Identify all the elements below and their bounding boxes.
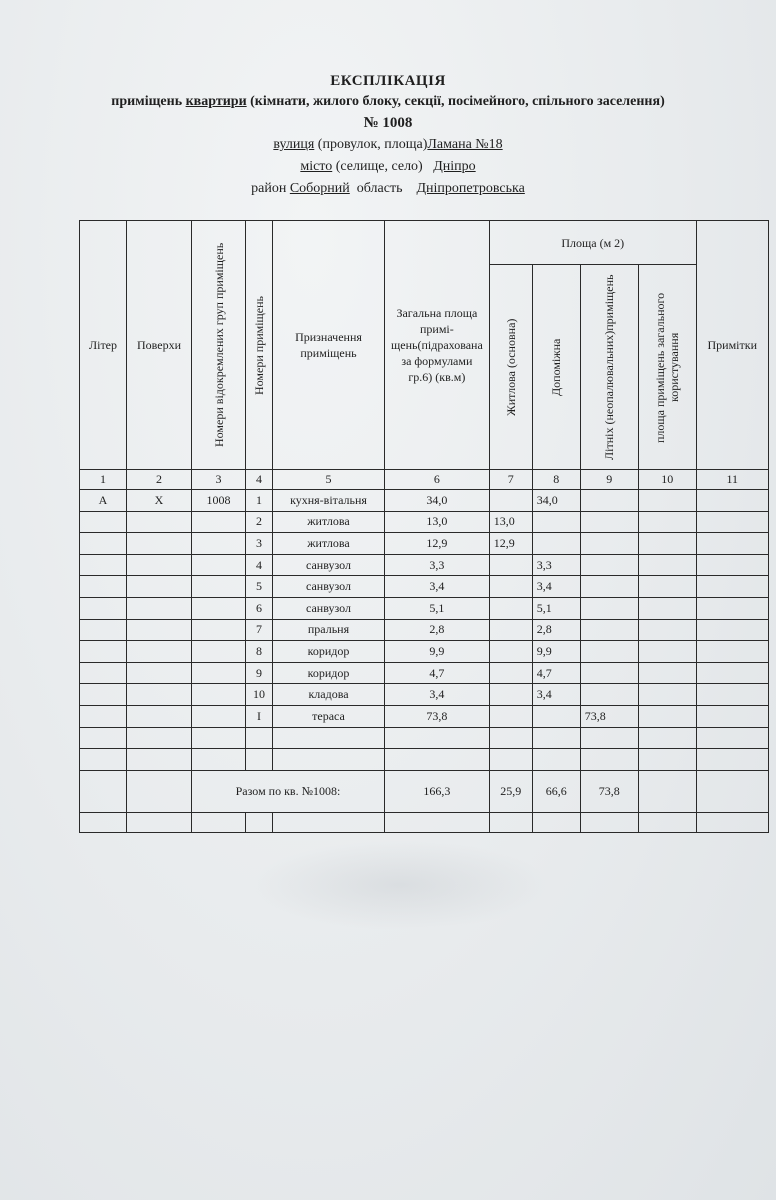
cell-common-area [638, 662, 696, 684]
total-label: Разом по кв. №1008: [192, 770, 385, 812]
cell-liter [80, 705, 127, 727]
cell-purpose: коридор [273, 662, 385, 684]
column-number-3: 3 [192, 470, 246, 490]
cell-aux-area [532, 705, 580, 727]
cell-floors [127, 684, 192, 706]
table-row [80, 749, 769, 771]
apartment-number: № 1008 [363, 115, 413, 131]
trailing-empty-row [80, 812, 769, 832]
cell-summer-area [580, 554, 638, 576]
cell-notes [696, 641, 768, 663]
cell-group [192, 749, 246, 771]
header-common [638, 265, 696, 470]
column-number-10: 10 [638, 470, 696, 490]
street-label-b: (провулок, площа) [317, 137, 428, 152]
total-summer: 73,8 [580, 770, 638, 812]
cell-total-area: 3,4 [385, 684, 490, 706]
cell-common-area [638, 727, 696, 749]
cell-floors [127, 533, 192, 555]
cell-group [192, 727, 246, 749]
cell-liter [80, 641, 127, 663]
cell-notes [696, 511, 768, 533]
cell-total-area: 73,8 [385, 705, 490, 727]
empty-cell [127, 812, 192, 832]
cell-common-area [638, 684, 696, 706]
table-row [80, 619, 769, 641]
cell-aux-area: 2,8 [532, 619, 580, 641]
column-number-6: 6 [385, 470, 490, 490]
cell-purpose: санвузол [273, 554, 385, 576]
city-label-b: (селище, село) [335, 159, 423, 174]
cell-room-no: 4 [246, 554, 273, 576]
cell-aux-area [532, 511, 580, 533]
cell-group [192, 662, 246, 684]
cell-liter [80, 597, 127, 619]
cell-total-area: 12,9 [385, 533, 490, 555]
header-floors: Поверхи [127, 221, 192, 470]
cell-room-no: 6 [246, 597, 273, 619]
cell-total-area [385, 727, 490, 749]
table-row [80, 511, 769, 533]
street-line [0, 137, 776, 153]
table-row [80, 727, 769, 749]
cell-room-no [246, 749, 273, 771]
city-line [0, 159, 776, 175]
cell-living-area: 13,0 [489, 511, 532, 533]
cell-group [192, 641, 246, 663]
cell-liter [80, 554, 127, 576]
document-title: ЕКСПЛІКАЦІЯ [330, 73, 446, 89]
column-number-4: 4 [246, 470, 273, 490]
cell-summer-area [580, 490, 638, 512]
table-row [80, 576, 769, 598]
column-number-11: 11 [696, 470, 768, 490]
cell-common-area [638, 641, 696, 663]
table-row [80, 533, 769, 555]
cell-room-no: 9 [246, 662, 273, 684]
cell-common-area [638, 533, 696, 555]
total-row [80, 770, 769, 812]
cell-purpose: тераса [273, 705, 385, 727]
header-liter: Літер [80, 221, 127, 470]
cell-room-no: 3 [246, 533, 273, 555]
cell-purpose [273, 749, 385, 771]
cell-purpose: кухня-вітальня [273, 490, 385, 512]
table-row [80, 662, 769, 684]
header-room-no [246, 221, 273, 470]
table-row [80, 705, 769, 727]
cell-summer-area [580, 511, 638, 533]
column-number-7: 7 [489, 470, 532, 490]
cell-living-area: 12,9 [489, 533, 532, 555]
cell-total-area: 9,9 [385, 641, 490, 663]
cell-floors: Х [127, 490, 192, 512]
cell-liter [80, 619, 127, 641]
empty-cell [385, 812, 490, 832]
total-common [638, 770, 696, 812]
cell-group [192, 576, 246, 598]
cell-notes [696, 749, 768, 771]
district-value: Соборний [289, 181, 350, 196]
table-row [80, 641, 769, 663]
cell-group [192, 597, 246, 619]
header-common-text: площа приміщень загального користування [653, 291, 682, 443]
header-auxiliary-text: Допоміжна [549, 338, 564, 396]
explication-table [79, 220, 769, 833]
empty-cell [489, 812, 532, 832]
cell-aux-area: 5,1 [532, 597, 580, 619]
cell-aux-area: 9,9 [532, 641, 580, 663]
cell-room-no: 7 [246, 619, 273, 641]
cell-notes [696, 727, 768, 749]
cell-group [192, 619, 246, 641]
cell-aux-area: 3,3 [532, 554, 580, 576]
cell-living-area [489, 684, 532, 706]
cell-room-no [246, 727, 273, 749]
empty-cell [192, 812, 246, 832]
cell-notes [696, 490, 768, 512]
cell-common-area [638, 576, 696, 598]
cell-room-no: I [246, 705, 273, 727]
cell-aux-area: 34,0 [532, 490, 580, 512]
cell-aux-area: 3,4 [532, 684, 580, 706]
cell-total-area: 5,1 [385, 597, 490, 619]
column-number-9: 9 [580, 470, 638, 490]
region-label: область [356, 181, 403, 196]
cell-total-area [385, 749, 490, 771]
cell-floors [127, 705, 192, 727]
cell-aux-area [532, 727, 580, 749]
cell-floors [127, 727, 192, 749]
cell-total-area: 34,0 [385, 490, 490, 512]
cell-room-no: 1 [246, 490, 273, 512]
cell-living-area [489, 749, 532, 771]
cell-group [192, 533, 246, 555]
cell-group: 1008 [192, 490, 246, 512]
cell-purpose [273, 727, 385, 749]
cell-aux-area: 4,7 [532, 662, 580, 684]
cell-liter [80, 662, 127, 684]
city-label: місто [300, 159, 333, 174]
cell-aux-area: 3,4 [532, 576, 580, 598]
cell-floors [127, 597, 192, 619]
cell-living-area [489, 705, 532, 727]
cell-notes [696, 533, 768, 555]
cell-common-area [638, 490, 696, 512]
cell-group [192, 705, 246, 727]
header-total-area: Загальна площа примі-щень(підрахована за формулами гр.6) (кв.м) [385, 221, 490, 470]
empty-cell [80, 812, 127, 832]
total-cell-liter [80, 770, 127, 812]
faint-stamp-shadow [250, 840, 550, 930]
subtitle-rest: (кімнати, жилого блоку, секції, посімейного, спільного заселення) [250, 94, 665, 109]
cell-summer-area [580, 662, 638, 684]
cell-group [192, 511, 246, 533]
cell-summer-area [580, 576, 638, 598]
cell-living-area [489, 576, 532, 598]
column-number-2: 2 [127, 470, 192, 490]
cell-purpose: житлова [273, 511, 385, 533]
cell-room-no: 2 [246, 511, 273, 533]
cell-purpose: пральня [273, 619, 385, 641]
cell-purpose: санвузол [273, 576, 385, 598]
cell-total-area: 3,4 [385, 576, 490, 598]
table-row [80, 554, 769, 576]
subtitle-flat: квартири [185, 94, 247, 109]
cell-liter [80, 749, 127, 771]
cell-summer-area [580, 533, 638, 555]
cell-floors [127, 576, 192, 598]
cell-purpose: кладова [273, 684, 385, 706]
empty-cell [696, 812, 768, 832]
header-notes: Примітки [696, 221, 768, 470]
cell-room-no: 8 [246, 641, 273, 663]
cell-common-area [638, 511, 696, 533]
cell-summer-area: 73,8 [580, 705, 638, 727]
cell-group [192, 684, 246, 706]
total-notes [696, 770, 768, 812]
subtitle-prefix: приміщень [111, 94, 183, 109]
cell-summer-area [580, 597, 638, 619]
header-summer-text: Літніх (неопалювальних)приміщень [602, 274, 617, 460]
cell-liter [80, 533, 127, 555]
cell-living-area [489, 727, 532, 749]
total-cell-floors [127, 770, 192, 812]
header-groups [192, 221, 246, 470]
cell-room-no: 5 [246, 576, 273, 598]
cell-notes [696, 576, 768, 598]
table-row [80, 684, 769, 706]
cell-common-area [638, 749, 696, 771]
region-value: Дніпропетровська [416, 181, 525, 196]
empty-cell [532, 812, 580, 832]
header-purpose: Призначення приміщень [273, 221, 385, 470]
cell-notes [696, 684, 768, 706]
cell-notes [696, 554, 768, 576]
cell-group [192, 554, 246, 576]
cell-summer-area [580, 684, 638, 706]
cell-living-area [489, 619, 532, 641]
cell-total-area: 2,8 [385, 619, 490, 641]
empty-cell [273, 812, 385, 832]
cell-liter: А [80, 490, 127, 512]
cell-liter [80, 576, 127, 598]
column-number-1: 1 [80, 470, 127, 490]
cell-summer-area [580, 749, 638, 771]
cell-floors [127, 554, 192, 576]
cell-living-area [489, 597, 532, 619]
cell-purpose: санвузол [273, 597, 385, 619]
cell-liter [80, 684, 127, 706]
district-line [0, 181, 776, 197]
cell-living-area [489, 490, 532, 512]
cell-summer-area [580, 641, 638, 663]
city-value: Дніпро [433, 159, 476, 174]
cell-notes [696, 705, 768, 727]
cell-floors [127, 641, 192, 663]
header-auxiliary [532, 265, 580, 470]
cell-floors [127, 749, 192, 771]
header-living-text: Житлова (основна) [503, 318, 518, 416]
street-value: Ламана №18 [427, 137, 503, 152]
table-row [80, 597, 769, 619]
header-summer [580, 265, 638, 470]
empty-cell [638, 812, 696, 832]
cell-floors [127, 619, 192, 641]
header-groups-text: Номери відокремлених груп приміщень [211, 242, 226, 448]
cell-liter [80, 727, 127, 749]
cell-aux-area [532, 533, 580, 555]
cell-summer-area [580, 619, 638, 641]
column-number-5: 5 [273, 470, 385, 490]
cell-common-area [638, 705, 696, 727]
cell-living-area [489, 662, 532, 684]
total-living: 25,9 [489, 770, 532, 812]
cell-total-area: 4,7 [385, 662, 490, 684]
cell-purpose: житлова [273, 533, 385, 555]
cell-total-area: 3,3 [385, 554, 490, 576]
cell-living-area [489, 641, 532, 663]
header-living [489, 265, 532, 470]
cell-floors [127, 662, 192, 684]
column-number-8: 8 [532, 470, 580, 490]
district-label: район [251, 181, 287, 196]
cell-total-area: 13,0 [385, 511, 490, 533]
cell-living-area [489, 554, 532, 576]
header-room-no-text: Номери приміщень [252, 295, 266, 395]
cell-aux-area [532, 749, 580, 771]
empty-cell [580, 812, 638, 832]
total-auxiliary: 66,6 [532, 770, 580, 812]
cell-notes [696, 597, 768, 619]
document-subtitle [0, 94, 776, 110]
cell-room-no: 10 [246, 684, 273, 706]
cell-common-area [638, 597, 696, 619]
cell-common-area [638, 554, 696, 576]
column-numbers-row [80, 470, 769, 490]
cell-summer-area [580, 727, 638, 749]
empty-cell [246, 812, 273, 832]
total-area: 166,3 [385, 770, 490, 812]
cell-purpose: коридор [273, 641, 385, 663]
header-area-group: Площа (м 2) [489, 221, 696, 265]
street-label: вулиця [273, 137, 315, 152]
cell-liter [80, 511, 127, 533]
cell-notes [696, 662, 768, 684]
table-row [80, 490, 769, 512]
cell-common-area [638, 619, 696, 641]
cell-floors [127, 511, 192, 533]
cell-notes [696, 619, 768, 641]
